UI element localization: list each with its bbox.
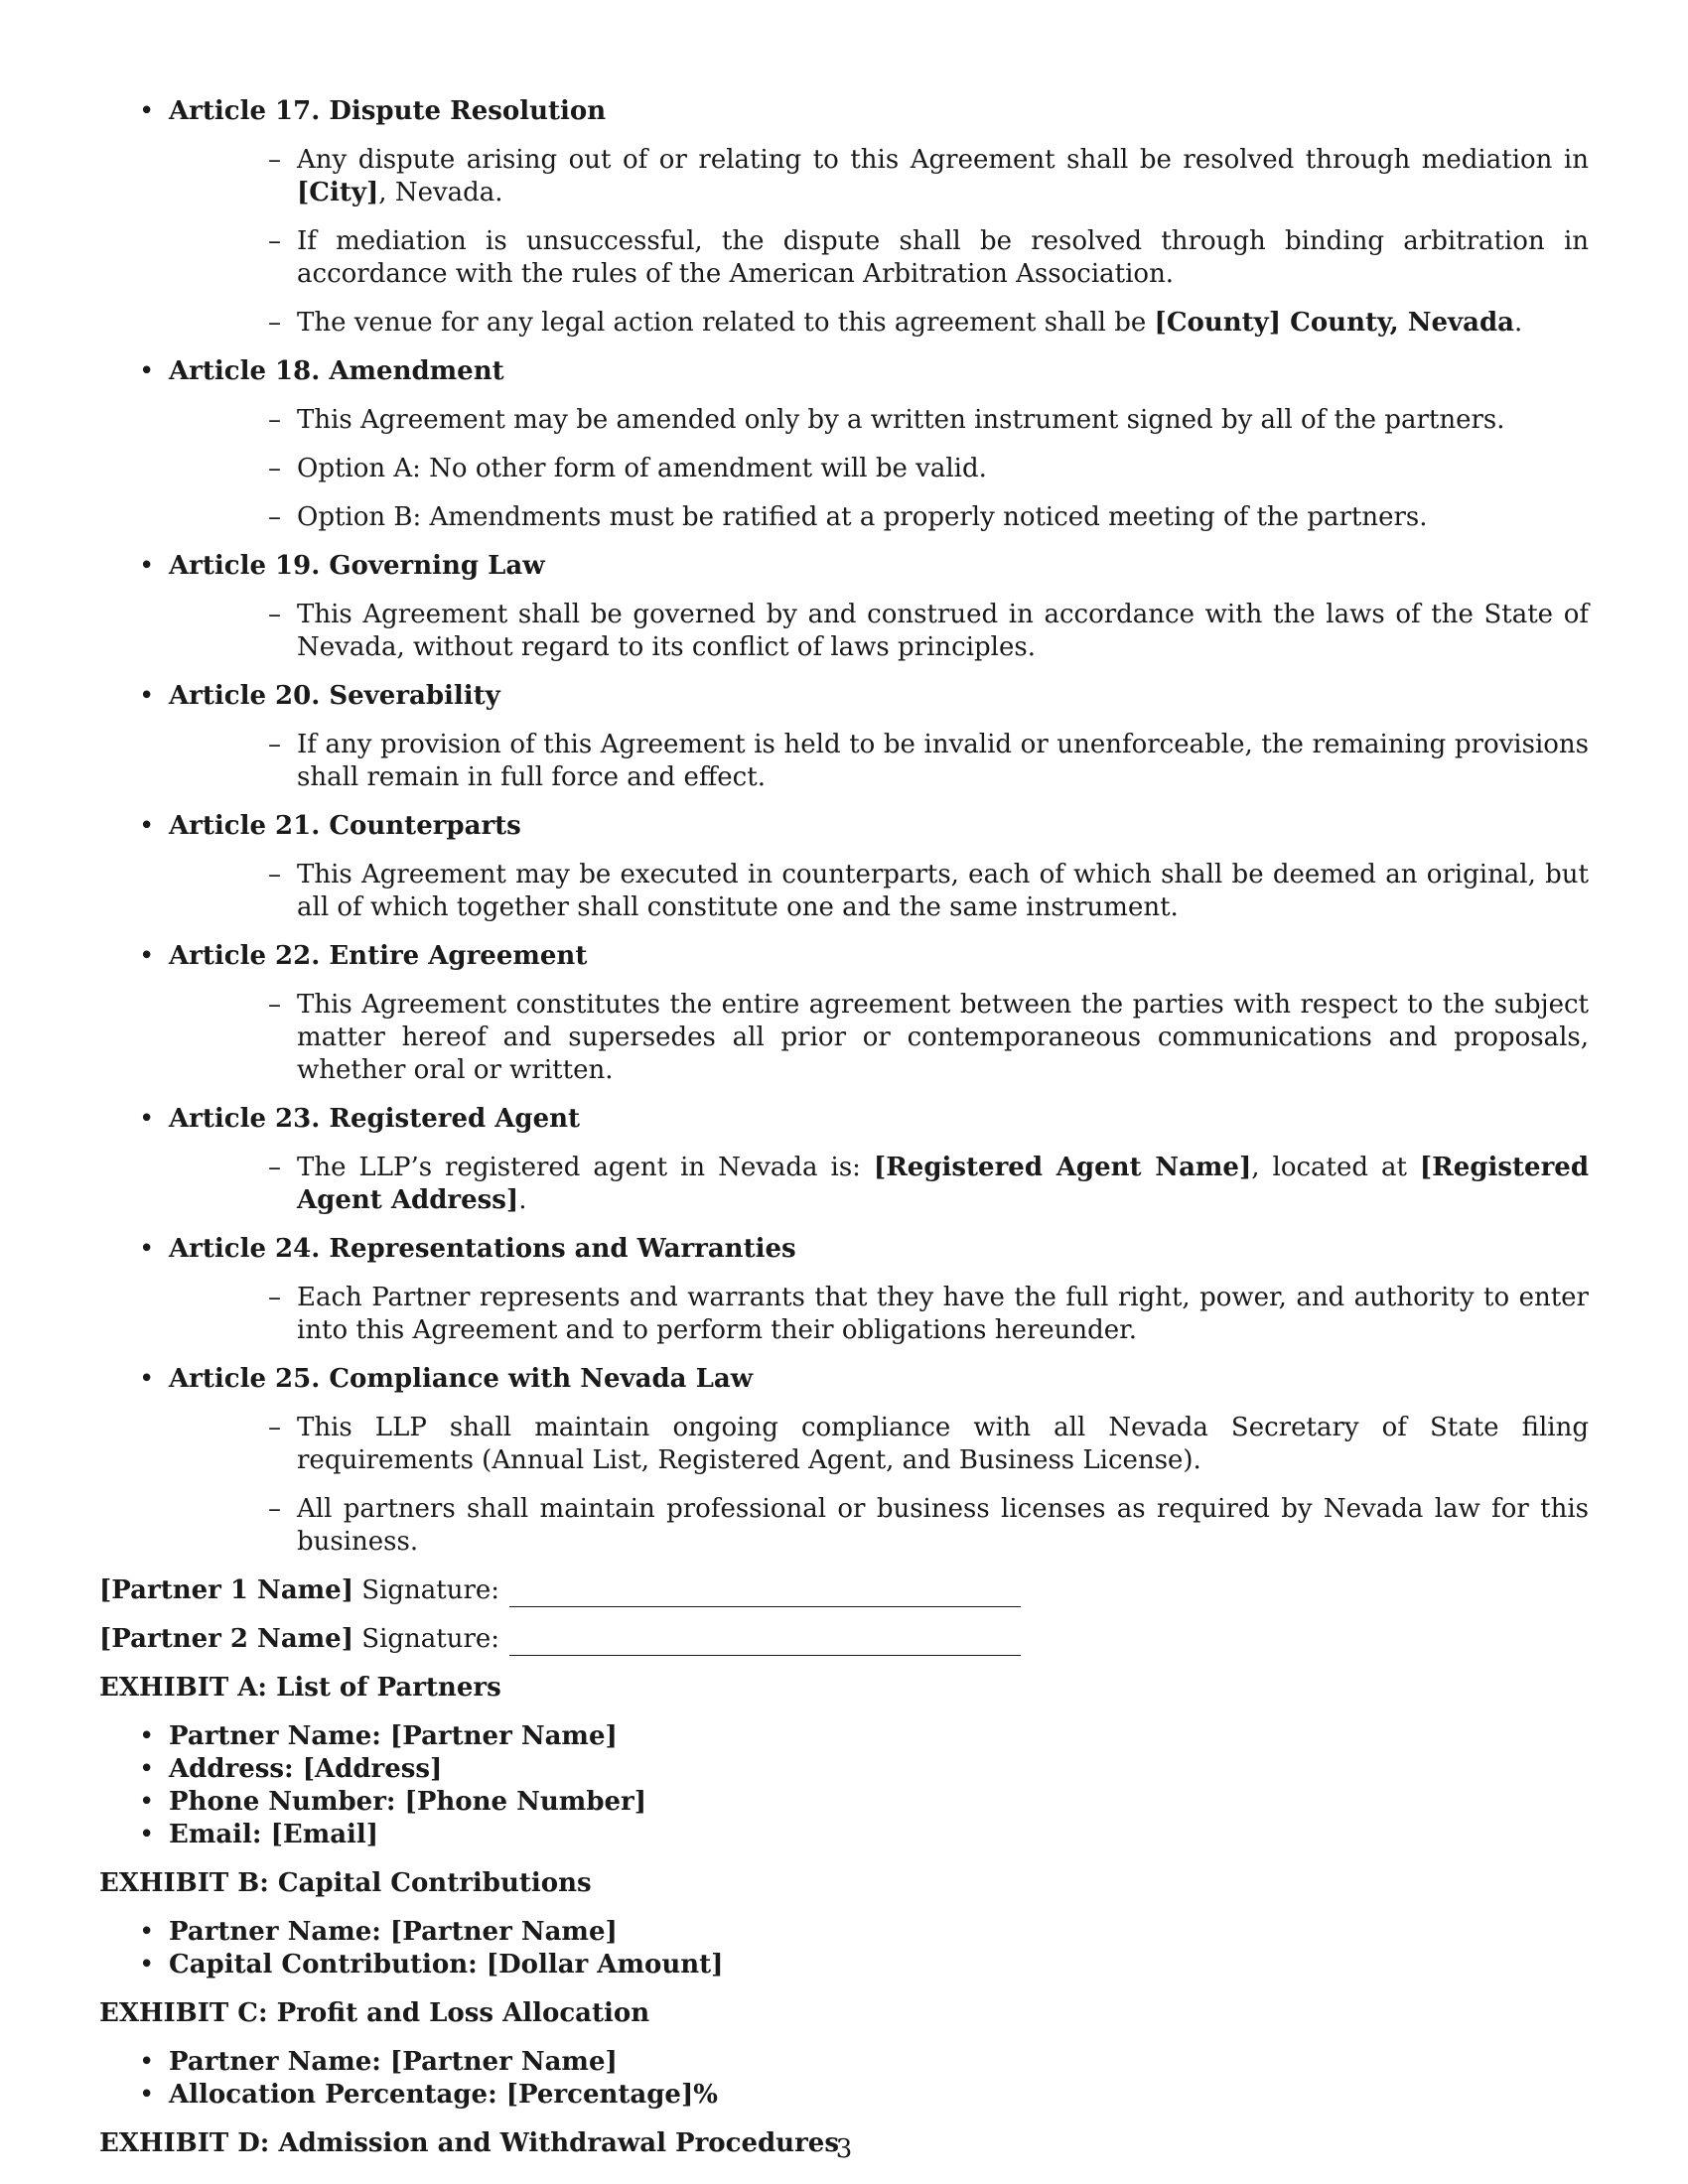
dash-icon: – bbox=[268, 145, 281, 175]
clause-item bbox=[169, 859, 1589, 924]
bullet-icon: • bbox=[139, 1787, 155, 1817]
bullet-icon: • bbox=[139, 1104, 155, 1134]
article-item bbox=[99, 680, 1589, 794]
clause-item bbox=[169, 1152, 1589, 1217]
dash-icon: – bbox=[268, 1413, 281, 1442]
bullet-icon: • bbox=[139, 356, 155, 386]
document-page bbox=[99, 95, 1589, 2176]
signature-row bbox=[99, 1574, 1589, 1607]
exhibits-section bbox=[99, 1672, 1589, 2160]
bullet-icon: • bbox=[139, 1364, 155, 1394]
exhibit-item bbox=[99, 2046, 1589, 2079]
partner-name: [Partner 1 Name] bbox=[99, 1575, 354, 1605]
article-title: Article 22. Entire Agreement bbox=[169, 941, 588, 971]
bullet-icon: • bbox=[139, 1234, 155, 1264]
exhibit-title: EXHIBIT A: List of Partners bbox=[99, 1673, 501, 1703]
dash-icon: – bbox=[268, 405, 281, 435]
dash-icon: – bbox=[268, 226, 281, 256]
dash-icon: – bbox=[268, 730, 281, 759]
clause-item bbox=[169, 989, 1589, 1087]
exhibit-item-text: Partner Name: [Partner Name] bbox=[169, 1917, 618, 1947]
bullet-icon: • bbox=[139, 1917, 155, 1947]
clause-text: Option A: No other form of amendment will be valid. bbox=[297, 454, 987, 483]
clause-text: If any provision of this Agreement is held to be invalid or unenforceable, the remaining provisions shall remain in full force and effect. bbox=[297, 730, 1589, 792]
bullet-icon: • bbox=[139, 2080, 155, 2110]
clause-text: This Agreement may be executed in counterparts, each of which shall be deemed an original, but all of which together shall constitute one and the same instrument. bbox=[297, 860, 1589, 922]
clause-item bbox=[169, 501, 1589, 534]
exhibit-title: EXHIBIT B: Capital Contributions bbox=[99, 1868, 592, 1898]
dash-icon: – bbox=[268, 990, 281, 1020]
exhibit-item bbox=[99, 1786, 1589, 1819]
dash-icon: – bbox=[268, 454, 281, 483]
exhibit-list bbox=[99, 2046, 1589, 2112]
exhibit-item bbox=[99, 1753, 1589, 1786]
clause-text: Any dispute arising out of or relating to this Agreement shall be resolved through mediation in bbox=[297, 145, 1589, 175]
bullet-icon: • bbox=[139, 681, 155, 711]
clause-text: This Agreement shall be governed by and construed in accordance with the laws of the State of Nevada, without regard to its conflict of laws principles. bbox=[297, 600, 1589, 662]
clause-text: The LLP’s registered agent in Nevada is: bbox=[297, 1153, 874, 1182]
exhibit-item bbox=[99, 2079, 1589, 2112]
exhibit-item bbox=[99, 1949, 1589, 1981]
clause-text: This Agreement constitutes the entire agreement between the parties with respect to the subject matter hereof and supersedes all prior or contemporaneous communications and proposals, whether oral or written. bbox=[297, 990, 1589, 1085]
clause-item bbox=[169, 1493, 1589, 1559]
clause-text: The venue for any legal action related to this agreement shall be bbox=[297, 308, 1155, 338]
dash-icon: – bbox=[268, 502, 281, 532]
clause-text: Option B: Amendments must be ratified at a properly noticed meeting of the partners. bbox=[297, 502, 1428, 532]
clause-placeholder: [Registered Agent Address] bbox=[297, 1153, 1589, 1215]
article-title: Article 24. Representations and Warranties bbox=[169, 1234, 796, 1264]
article-title: Article 18. Amendment bbox=[169, 356, 504, 386]
signature-line[interactable] bbox=[509, 1629, 1021, 1656]
article-item bbox=[99, 550, 1589, 664]
article-item bbox=[99, 1103, 1589, 1217]
article-title: Article 23. Registered Agent bbox=[169, 1104, 581, 1134]
exhibit-item bbox=[99, 1916, 1589, 1949]
clause-item bbox=[169, 1282, 1589, 1347]
clause-text: This Agreement may be amended only by a written instrument signed by all of the partners. bbox=[297, 405, 1505, 435]
clause-text: Each Partner represents and warrants that they have the full right, power, and authority to enter into this Agreement and to perform their obligations hereunder. bbox=[297, 1283, 1589, 1345]
bullet-icon: • bbox=[139, 2047, 155, 2077]
signature-line[interactable] bbox=[509, 1580, 1021, 1607]
clause-placeholder: [Registered Agent Name] bbox=[873, 1153, 1252, 1182]
article-item bbox=[99, 1233, 1589, 1347]
exhibit-item bbox=[99, 1819, 1589, 1851]
exhibit-item bbox=[99, 1720, 1589, 1753]
clause-text: If mediation is unsuccessful, the dispute shall be resolved through binding arbitration in accordance with the rules of the American Arbitration Association. bbox=[297, 226, 1589, 289]
clause-item bbox=[169, 307, 1589, 340]
clause-text: . bbox=[518, 1185, 527, 1215]
clause-placeholder: [City] bbox=[297, 178, 379, 207]
article-item bbox=[99, 355, 1589, 534]
dash-icon: – bbox=[268, 1153, 281, 1182]
article-item bbox=[99, 1363, 1589, 1559]
articles-list bbox=[99, 95, 1589, 1559]
clause-item bbox=[169, 729, 1589, 794]
signature-block bbox=[99, 1574, 1589, 1656]
bullet-icon: • bbox=[139, 941, 155, 971]
dash-icon: – bbox=[268, 1494, 281, 1524]
partner-name: [Partner 2 Name] bbox=[99, 1624, 354, 1654]
clause-item bbox=[169, 225, 1589, 291]
clause-text: This LLP shall maintain ongoing compliance with all Nevada Secretary of State filing requirements (Annual List, Registered Agent, and Business License). bbox=[297, 1413, 1589, 1475]
exhibit-list bbox=[99, 1720, 1589, 1851]
article-item bbox=[99, 940, 1589, 1087]
clause-item bbox=[169, 404, 1589, 437]
bullet-icon: • bbox=[139, 1950, 155, 1979]
page-number: 3 bbox=[835, 2134, 853, 2164]
exhibit-item-text: Partner Name: [Partner Name] bbox=[169, 2047, 618, 2077]
bullet-icon: • bbox=[139, 1754, 155, 1784]
exhibit-item-text: Allocation Percentage: [Percentage]% bbox=[169, 2080, 718, 2110]
article-title: Article 20. Severability bbox=[169, 681, 500, 711]
clause-text: . bbox=[1514, 308, 1523, 338]
bullet-icon: • bbox=[139, 811, 155, 841]
dash-icon: – bbox=[268, 860, 281, 889]
clause-placeholder: [County] County, Nevada bbox=[1154, 308, 1515, 338]
clause-item bbox=[169, 144, 1589, 209]
signature-label: Signature: bbox=[353, 1575, 500, 1605]
article-title: Article 25. Compliance with Nevada Law bbox=[169, 1364, 754, 1394]
dash-icon: – bbox=[268, 600, 281, 629]
clause-text: , Nevada. bbox=[378, 178, 503, 207]
bullet-icon: • bbox=[139, 1721, 155, 1751]
exhibit-item-text: Address: [Address] bbox=[169, 1754, 443, 1784]
exhibit-list bbox=[99, 1916, 1589, 1981]
exhibit-item-text: Phone Number: [Phone Number] bbox=[169, 1787, 647, 1817]
article-title: Article 19. Governing Law bbox=[169, 551, 545, 581]
exhibit-item-text: Partner Name: [Partner Name] bbox=[169, 1721, 618, 1751]
bullet-icon: • bbox=[139, 96, 155, 126]
clause-text: , located at bbox=[1251, 1153, 1420, 1182]
article-title: Article 21. Counterparts bbox=[169, 811, 521, 841]
dash-icon: – bbox=[268, 1283, 281, 1312]
exhibit-title: EXHIBIT C: Profit and Loss Allocation bbox=[99, 1998, 650, 2028]
clause-text: All partners shall maintain professional or business licenses as required by Nevada law for this business. bbox=[297, 1494, 1589, 1557]
article-title: Article 17. Dispute Resolution bbox=[169, 96, 607, 126]
bullet-icon: • bbox=[139, 1820, 155, 1849]
article-item bbox=[99, 810, 1589, 924]
clause-item bbox=[169, 453, 1589, 485]
clause-item bbox=[169, 1412, 1589, 1477]
signature-label: Signature: bbox=[353, 1624, 500, 1654]
signature-row bbox=[99, 1623, 1589, 1656]
bullet-icon: • bbox=[139, 551, 155, 581]
dash-icon: – bbox=[268, 308, 281, 338]
exhibit-title: EXHIBIT D: Admission and Withdrawal Procedures bbox=[99, 2128, 839, 2158]
exhibit-item-text: Email: [Email] bbox=[169, 1820, 379, 1849]
clause-item bbox=[169, 599, 1589, 664]
exhibit-item-text: Capital Contribution: [Dollar Amount] bbox=[169, 1950, 724, 1979]
article-item bbox=[99, 95, 1589, 340]
